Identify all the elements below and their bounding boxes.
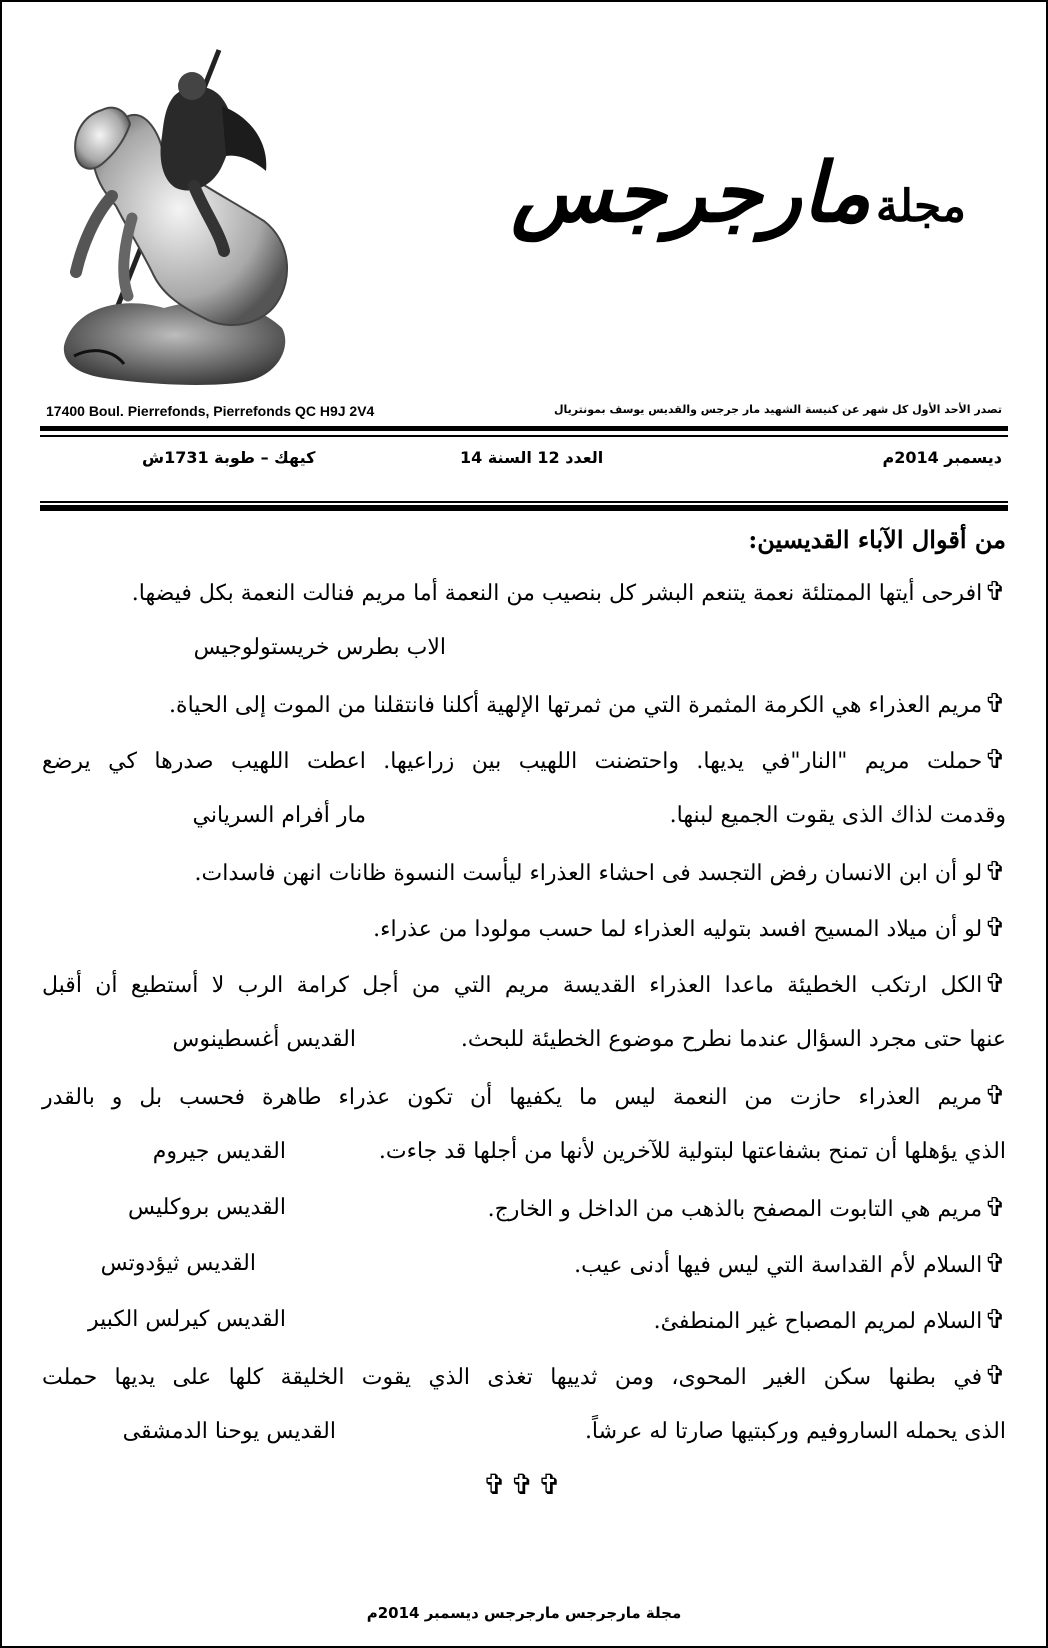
quote-author: مار أفرام السرياني [192,803,366,828]
issue-rule-thin [40,501,1008,503]
saint-george-icon [54,46,300,386]
quote-text: لو أن ابن الانسان رفض التجسد فى احشاء العذراء ليأست النسوة ظانات انهن فاسدات. [194,861,983,886]
quote-text: السلام لمريم المصباح غير المنطفئ. [653,1309,983,1334]
article-heading: من أقوال الآباء القديسين: [748,525,1006,554]
quote-text: الذي يؤهلها أن تمنح بشفاعتها لبتولية للآخرين لأنها من أجلها قد جاءت. [378,1139,1006,1164]
quote-line [42,788,1006,844]
quote-line [42,1236,1006,1292]
cross-icon: ✞ [984,969,1006,999]
magazine-title [511,145,966,241]
church-address: 17400 Boul. Pierrefonds, Pierrefonds QC H9J 2V4 [46,403,375,419]
title-big: مارجرجس [511,145,871,241]
issue-info-row [46,448,1002,474]
quote-text: وقدمت لذاك الذى يقوت الجميع لبنها. [669,803,1006,828]
quote-line [42,1180,1006,1236]
quote-line [42,1348,1006,1404]
cross-icon: ✞ [984,1193,1006,1223]
quote-author: الاب بطرس خريستولوجيس [193,635,446,660]
issue-rule-thick [40,505,1008,511]
closing-crosses: ✞✞✞ [482,1468,566,1501]
cross-icon: ✞ [984,913,1006,943]
quote-text: عنها حتى مجرد السؤال عندما نطرح موضوع الخطيئة للبحث. [460,1027,1006,1052]
cross-icon: ✞ [984,1081,1006,1111]
publication-tagline: تصدر الأحد الأول كل شهر عن كنيسة الشهيد مار جرجس والقديس يوسف بمونتريال [553,403,1002,416]
quote-author: القديس كيرلس الكبير [87,1307,286,1332]
quote-lines [42,564,1006,1460]
quote-text: في بطنها سكن الغير المحوى، ومن ثدييها تغذى الذي يقوت الخليقة كلها على يديها حملت [42,1365,983,1390]
quote-line [42,956,1006,1012]
issue-number: العدد 12 السنة 14 [460,448,604,467]
quote-line [42,1292,1006,1348]
coptic-date: كيهك – طوبة 1731ش [142,448,316,467]
quote-line [42,844,1006,900]
cross-icon: ✞ [984,689,1006,719]
quote-line [42,620,1006,676]
quote-text: مريم العذراء حازت من النعمة ليس ما يكفيها أن تكون عذراء طاهرة فحسب بل و بالقدر [42,1085,983,1110]
header-rule-thin [40,435,1008,437]
cross-icon: ✞ [984,1305,1006,1335]
quote-author: القديس ثيؤدوتس [100,1251,256,1276]
cross-icon: ✞ [984,745,1006,775]
quote-line [42,900,1006,956]
quote-text: الكل ارتكب الخطيئة ماعدا العذراء القديسة مريم التي من أجل كرامة الرب لا أستطيع أن أقبل [42,973,983,998]
quote-author: القديس بروكليس [128,1195,286,1220]
header-rule-thick [40,426,1008,431]
quote-line [42,732,1006,788]
title-small: مجلة [875,181,966,232]
quote-text: مريم العذراء هي الكرمة المثمرة التي من ثمرتها الإلهية أكلنا فانتقلنا من الموت إلى الحياة. [169,693,983,718]
page-footer: مجلة مارجرجس مارجرجس ديسمبر 2014م [366,1604,682,1622]
quote-author: القديس جيروم [152,1139,286,1164]
cross-icon: ✞ [984,1361,1006,1391]
quote-line [42,676,1006,732]
quote-line [42,1124,1006,1180]
cross-icon: ✞ [984,1249,1006,1279]
issue-date: ديسمبر 2014م [882,448,1002,467]
quote-text: افرحى أيتها الممتلئة نعمة يتنعم البشر كل بنصيب من النعمة أما مريم فنالت النعمة بكل فيضها. [131,581,983,606]
quote-text: حملت مريم "النار"في يديها. واحتضنت اللهيب بين زراعيها. اعطت اللهيب صدرها كي يرضع [42,749,983,774]
cross-icon: ✞ [984,577,1006,607]
quote-text: لو أن ميلاد المسيح افسد بتوليه العذراء لما حسب مولودا من عذراء. [373,917,983,942]
quote-line [42,1012,1006,1068]
quote-text: مريم هي التابوت المصفح بالذهب من الداخل و الخارج. [487,1197,983,1222]
article [42,520,1006,1510]
quote-text: الذى يحمله الساروفيم وركبتيها صارتا له عرشاً. [584,1419,1006,1444]
quote-line [42,1068,1006,1124]
quote-author: القديس أغسطينوس [172,1027,356,1052]
quote-author: القديس يوحنا الدمشقى [122,1419,336,1444]
quote-line [42,1404,1006,1460]
quote-text: السلام لأم القداسة التي ليس فيها أدنى عيب. [574,1253,983,1278]
cross-icon: ✞ [984,857,1006,887]
quote-line [42,564,1006,620]
